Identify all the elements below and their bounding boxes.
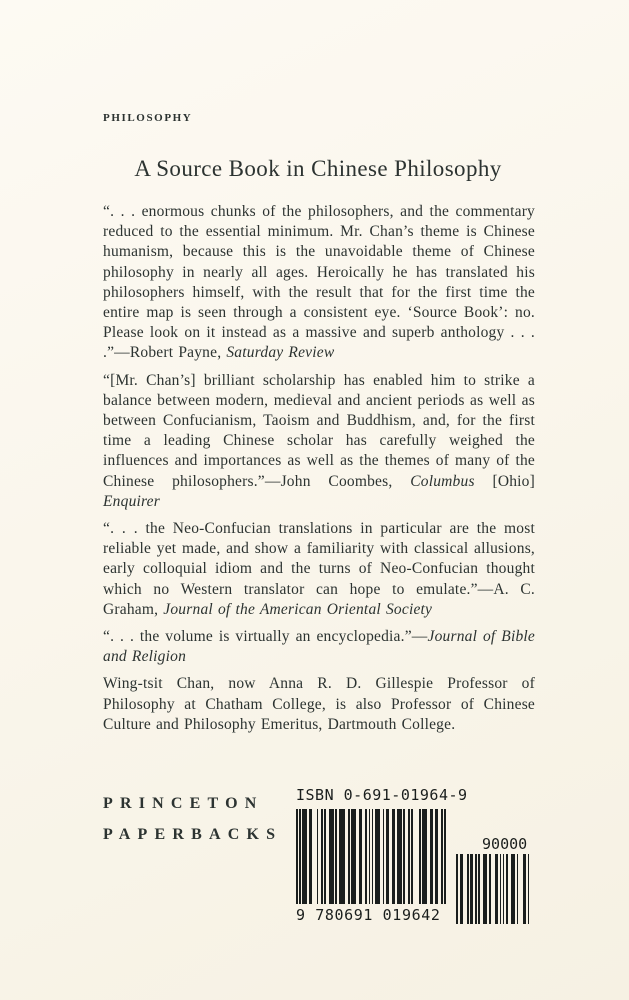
ean-barcode [296,809,446,904]
blurb-paragraph [103,202,535,364]
publisher-block [103,788,282,850]
supplement-column [455,835,529,924]
blurb-source-italic: Journal of Bible and Religion [103,628,536,666]
blurb-text: Wing-tsit Chan, now Anna R. D. Gillespie Professor of Philosophy at Chatham College, is also Professor of Chinese Culture and Philosophy Emeritus, Dartmouth College. [103,675,535,733]
blurb-text: “. . . enormous chunks of the philosophers, and the commentary reduced to the essential minimum. Mr. Chan’s theme is Chinese humanism, because this is the unavoidable theme of Chinese philosophy in nearly all ages. Heroically he has translated his philosophers himself, with the result that for the first time the entire map is seen through a consistent eye. ‘Source Book’: no. Please look on it instead as a massive and superb anthology . . . .”—Robert Payne, [103,203,535,362]
ean-digits: 9 780691 019642 [296,906,441,924]
supplement-digits: 90000 [482,835,528,853]
blurb-text: “. . . the volume is virtually an encyclopedia.”— [103,628,428,646]
blurb-list [103,202,535,742]
publisher-line-1: PRINCETON [103,795,264,812]
blurb-source-italic: Columbus [410,472,475,490]
blurb-text: “. . . the Neo-Confucian translations in particular are the most reliable yet made, and show a familiarity with classical allusions, early colloquial idiom and the turns of Neo-Confucian thought which no Western translator can hope to emulate.”—A. C. Graham, [103,520,535,618]
blurb-text: [Ohio] [474,472,535,490]
blurb-source-italic: Enquirer [103,492,160,510]
isbn-block [296,786,536,924]
publisher-line-2: PAPERBACKS [103,826,283,843]
blurb-source-italic: Journal of the American Oriental Society [163,600,433,618]
supplement-barcode [455,854,529,924]
blurb-paragraph [103,519,535,620]
isbn-label: ISBN 0-691-01964-9 [296,786,468,804]
blurb-source-italic: Saturday Review [226,344,335,362]
blurb-text: “[Mr. Chan’s] brilliant scholarship has enabled him to strike a balance between modern, medieval and ancient periods as well as between Confucianism, Taoism and Buddhism, and, for the first time a leading Chinese scholar has carefully weighed the influences and importances as well as the themes of many of the Chinese philosophers.”—John Coombes, [103,371,535,490]
barcode-row [296,809,536,924]
ean-column [296,809,446,924]
book-title: A Source Book in Chinese Philosophy [134,156,502,181]
blurb-paragraph [103,371,535,512]
category-label: PHILOSOPHY [103,112,193,124]
blurb-paragraph [103,674,535,735]
blurb-paragraph [103,627,535,667]
